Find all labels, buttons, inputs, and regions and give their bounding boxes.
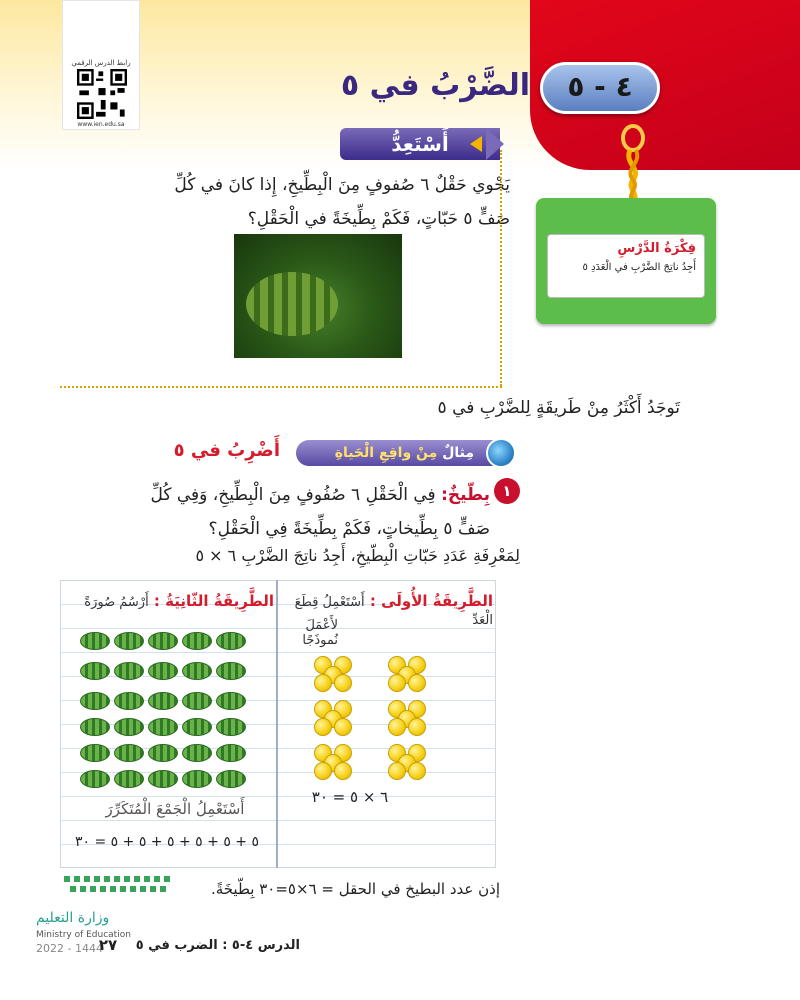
watermelon-icon (246, 272, 338, 336)
counter-icon (334, 762, 352, 780)
question-number: ١ (494, 478, 520, 504)
watermelon-drawing (182, 744, 212, 762)
intro-text: تَوجَدُ أَكْثَرُ مِنْ طَريقَةٍ لِلضَّرْبِ في ٥ (437, 398, 680, 418)
counter-icon (388, 674, 406, 692)
watermelon-drawing (216, 692, 246, 710)
counter-icon (408, 762, 426, 780)
watermelon-drawing (148, 744, 178, 762)
counter-icon (388, 762, 406, 780)
counters-group (312, 656, 356, 692)
watermelon-drawing (114, 692, 144, 710)
watermelon-drawing (148, 718, 178, 736)
method1-heading: الطَّرِيقَةُ الأُولَى : (369, 592, 493, 610)
counter-icon (388, 718, 406, 736)
counters-group (312, 744, 356, 780)
ready-pointer-icon (470, 136, 482, 152)
watermelon-drawing (182, 632, 212, 650)
example-title: أَضْرِبُ في ٥ (173, 440, 280, 461)
page-number: ٢٧ (98, 936, 118, 954)
counters-group (386, 700, 430, 736)
qr-caption: رابط الدرس الرقمي (71, 59, 131, 67)
counters-group (386, 744, 430, 780)
watermelon-drawing (216, 770, 246, 788)
counter-icon (334, 718, 352, 736)
question-find-text: لِمَعْرِفَةِ عَدَدِ حَبّاتِ الْبِطّيخِ، أَجِدُ ناتِجَ الضَّرْبِ ٦ × ٥ (195, 546, 520, 565)
globe-icon (486, 438, 516, 468)
example-label: مِثالٌ (442, 445, 474, 461)
watermelon-drawing (182, 718, 212, 736)
question-label: بِطّيخٌ: (441, 485, 490, 505)
watermelon-drawing (182, 770, 212, 788)
edition-year: 2022 - 1444 (36, 942, 103, 955)
counter-icon (334, 674, 352, 692)
watermelon-drawing (80, 744, 110, 762)
method2-subtitle: أَرْسُمُ صُورَةً (84, 595, 149, 610)
lesson-idea-title: فِكْرَةُ الدَّرْسِ (617, 241, 696, 256)
qr-box[interactable] (62, 0, 140, 130)
watermelon-drawing (182, 692, 212, 710)
counters-group (386, 656, 430, 692)
conclusion-text: إذن عدد البطيخ في الحقل = ٦×٥=٣٠ بِطّيخَةً. (210, 880, 500, 898)
method2-title (64, 592, 274, 610)
counter-icon (314, 762, 332, 780)
watermelon-drawing (80, 692, 110, 710)
counter-icon (314, 674, 332, 692)
footer-lesson-label: الدرس ٤-٥ : الضرب في ٥ (135, 938, 300, 953)
dotted-divider-vertical (500, 150, 502, 386)
qr-code-icon[interactable] (75, 69, 129, 119)
counters-group (312, 700, 356, 736)
counter-icon (314, 718, 332, 736)
watermelon-drawing (80, 662, 110, 680)
counter-icon (408, 718, 426, 736)
watermelon-drawing (80, 718, 110, 736)
watermelon-drawing (80, 632, 110, 650)
watermelon-drawing (182, 662, 212, 680)
watermelon-drawing (216, 632, 246, 650)
method2-heading: الطَّرِيقَةُ الثّانِيَةُ : (153, 592, 274, 610)
watermelon-drawing (114, 718, 144, 736)
watermelon-field-photo (234, 234, 402, 358)
question-text (140, 478, 490, 546)
method2-label: أَسْتَعْمِلُ الْجَمْعَ الْمُتَكَرِّرَ (105, 800, 245, 818)
watermelon-drawing (216, 662, 246, 680)
example-label-bar (296, 440, 510, 466)
ready-text: يَحْوي حَقْلٌ ٦ صُفوفٍ مِنَ الْبِطِّيخِ، إِذا كانَ في كُلِّ صَفٍّ ٥ حَبّاتٍ، فَكَمْ بِطِّيخَةً في الْحَقْلِ؟ (174, 175, 510, 229)
ministry-name-english: Ministry of Education (36, 930, 131, 940)
watermelon-drawing (216, 718, 246, 736)
method2-equation: ٥ + ٥ + ٥ + ٥ + ٥ + ٥ = ٣٠ (74, 834, 260, 850)
ministry-name-arabic: وزارة التعليم (36, 910, 110, 926)
rope-knot-icon (618, 124, 648, 204)
watermelon-drawing (148, 692, 178, 710)
question-body: فِي الْحَقْلِ ٦ صُفُوفٍ مِنَ الْبِطِّيخِ، وَفِي كُلِّ صَفٍّ ٥ بِطِّيخاتٍ، فَكَمْ بِطِّيخَةً فِي الْحَقْلِ؟ (150, 485, 490, 539)
watermelon-drawing (114, 662, 144, 680)
example-sublabel: مِنْ واقِعِ الْحَياةِ (334, 445, 438, 461)
method1-equation: ٦ × ٥ = ٣٠ (311, 788, 389, 806)
lesson-idea-box (547, 234, 705, 298)
watermelon-drawing (216, 744, 246, 762)
lesson-title: الضَّرْبُ في ٥ (340, 68, 530, 103)
method1-subtitle-2: لأَعْمَلَ نُموذَجًا (302, 618, 338, 648)
qr-url: www.ien.edu.sa (77, 121, 125, 128)
lesson-number-badge: ٤ - ٥ (540, 62, 660, 114)
watermelon-drawing (80, 770, 110, 788)
ready-section-label: أَسْتَعِدُّ (340, 128, 500, 160)
vision-logo-icon (60, 872, 180, 902)
counter-icon (408, 674, 426, 692)
method1-subtitle: أَسْتَعْمِلُ قِطَعَ الْعَدِّ (294, 595, 493, 628)
lesson-idea-card (536, 198, 716, 324)
watermelon-drawing (114, 744, 144, 762)
watermelon-drawing (148, 662, 178, 680)
dotted-divider-horizontal (60, 386, 502, 388)
watermelon-drawing (148, 632, 178, 650)
watermelon-drawing (148, 770, 178, 788)
lesson-idea-text: أَجِدُ ناتِجَ الضَّرْبِ في الْعَدَدِ ٥ (582, 262, 696, 273)
watermelon-drawing (114, 632, 144, 650)
watermelon-drawing (114, 770, 144, 788)
